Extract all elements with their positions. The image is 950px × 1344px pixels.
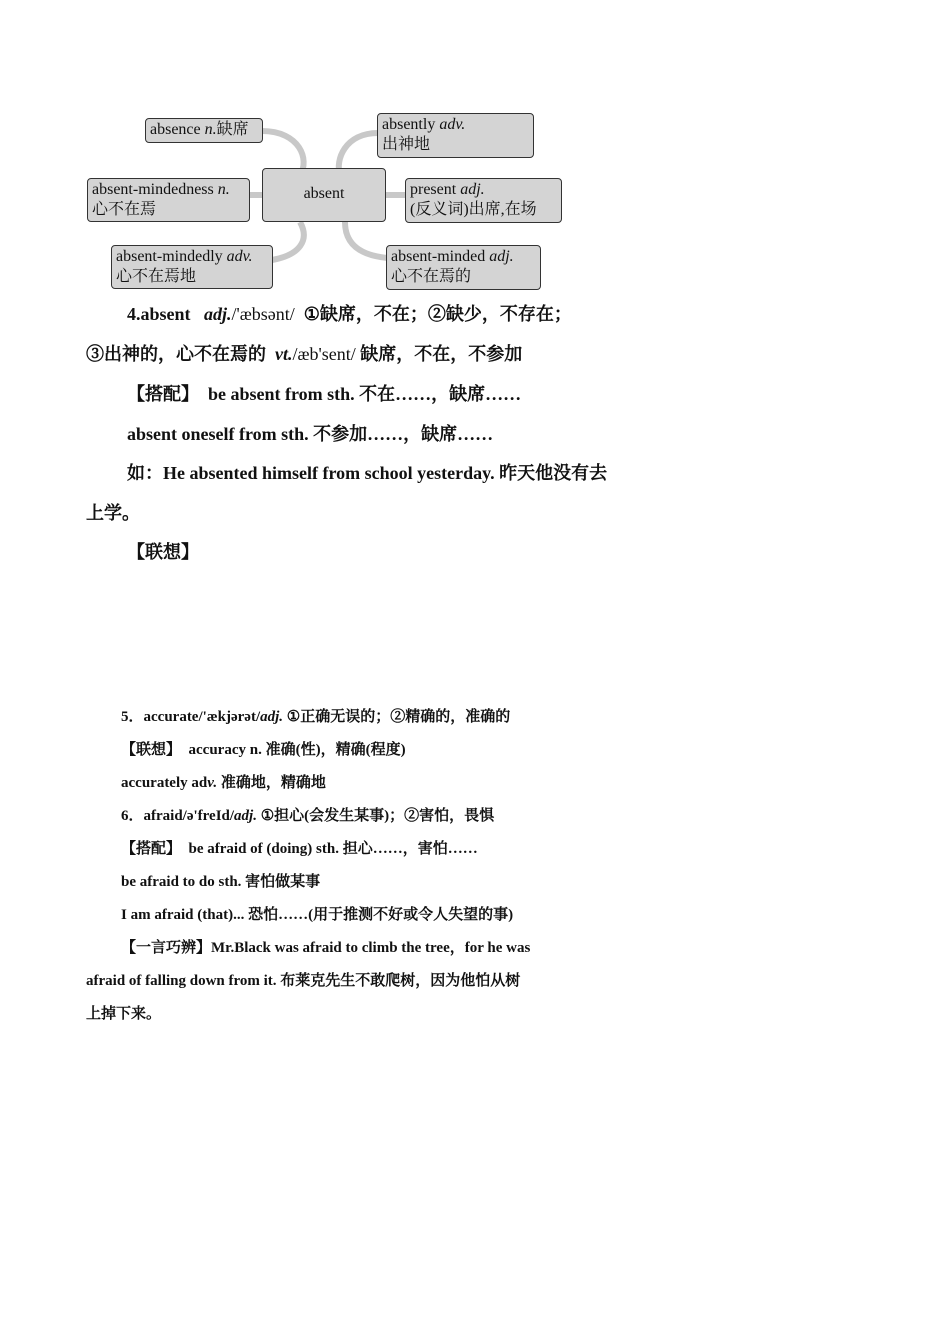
entry5-heading: 5．accurate/'ækjərət/adj. ①正确无误的；②精确的，准确的: [121, 709, 511, 725]
entry6-distinguish-2: afraid of falling down from it. 布莱克先生不敢爬树，因为他怕从树: [86, 973, 521, 989]
node-center-absent: absent: [262, 168, 386, 222]
connector-absent-minded: [345, 222, 388, 258]
node-present: present adj. (反义词)出席,在场: [405, 178, 562, 223]
connector-absent-mindedly: [272, 222, 304, 260]
entry6-distinguish-3: 上掉下来。: [86, 1006, 162, 1022]
entry4-association-tag: 【联想】: [127, 542, 199, 562]
entry6-collocation-1: 【搭配】 be afraid of (doing) sth. 担心……，害怕……: [121, 841, 478, 857]
entry4-example-cont: 上学。: [86, 503, 140, 523]
entry5-association: 【联想】 accuracy n. 准确(性)，精确(程度): [121, 742, 406, 758]
entry5-adverb: accurately adv. 准确地，精确地: [121, 775, 326, 791]
entry4-collocation-1: 【搭配】 be absent from sth. 不在……，缺席……: [127, 384, 522, 404]
node-absently: absently adv. 出神地: [377, 113, 534, 158]
node-absent-minded: absent-minded adj. 心不在焉的: [386, 245, 541, 290]
entry4-heading: 4.absent adj./'æbsənt/ ①缺席，不在；②缺少，不存在；: [127, 304, 572, 324]
entry6-heading: 6．afraid/ə'freId/adj. ①担心(会发生某事)；②害怕，畏惧: [121, 808, 495, 824]
node-absence: absence n.缺席: [145, 118, 263, 143]
entry6-distinguish-1: 【一言巧辨】Mr.Black was afraid to climb the tree，for he was: [121, 940, 531, 956]
entry4-collocation-2: absent oneself from sth. 不参加……，缺席……: [127, 424, 494, 444]
mind-map: [0, 0, 950, 300]
entry6-collocation-3: I am afraid (that)... 恐怕……(用于推测不好或令人失望的事): [121, 907, 514, 923]
node-absent-mindedness: absent-mindedness n. 心不在焉: [87, 178, 250, 222]
entry4-definition-cont: ③出神的，心不在焉的 vt./æb'sent/ 缺席，不在，不参加: [86, 344, 523, 364]
entry4-example: 如：He absented himself from school yesterday. 昨天他没有去: [127, 463, 608, 483]
node-absent-mindedly: absent-mindedly adv. 心不在焉地: [111, 245, 273, 289]
entry6-collocation-2: be afraid to do sth. 害怕做某事: [121, 874, 321, 890]
